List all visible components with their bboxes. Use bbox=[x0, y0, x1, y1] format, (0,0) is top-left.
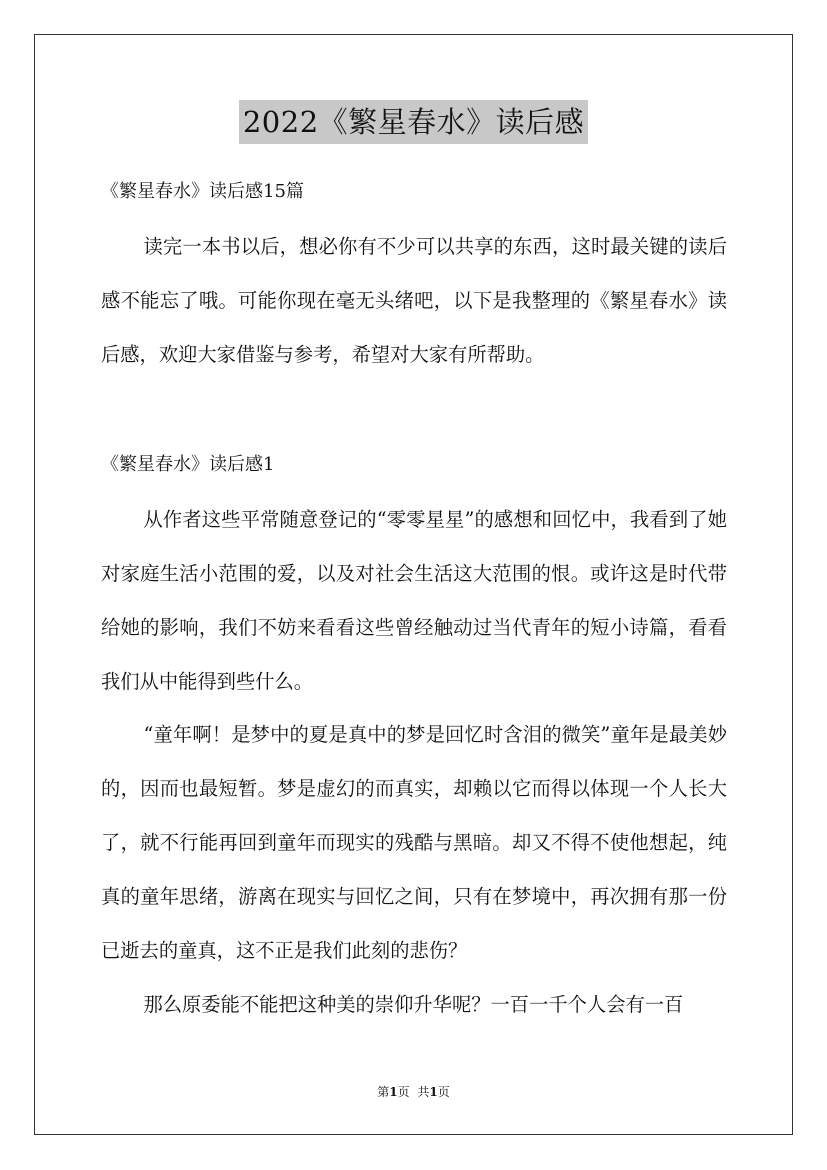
page-prefix: 第 bbox=[377, 1085, 390, 1099]
title-container bbox=[0, 100, 827, 144]
document-title: 2022《繁星春水》读后感 bbox=[239, 100, 588, 144]
page-suffix: 页 bbox=[397, 1085, 410, 1099]
section-heading-1: 《繁星春水》读后感1 bbox=[101, 454, 275, 475]
page-footer bbox=[0, 1084, 827, 1100]
total-prefix: 共 bbox=[417, 1085, 430, 1099]
body-paragraph-3: 那么原委能不能把这种美的崇仰升华呢？一百一千个人会有一百 bbox=[143, 993, 684, 1016]
total-suffix: 页 bbox=[437, 1085, 450, 1099]
body-paragraph-1: 从作者这些平常随意登记的“零零星星”的感想和回忆中，我看到了她对家庭生活小范围的爱，以及对社会生活这大范围的恨。或许这是时代带给她的影响，我们不妨来看看这些曾经触动过当代青年的短小诗篇，看看我们从中能得到些什么。 bbox=[101, 508, 727, 693]
total-pages: 1 bbox=[429, 1085, 438, 1099]
document-subtitle: 《繁星春水》读后感15篇 bbox=[101, 181, 304, 202]
body-paragraph-2: “童年啊！是梦中的夏是真中的梦是回忆时含泪的微笑”童年是最美妙的，因而也最短暂。梦是虚幻的而真实，却赖以它而得以体现一个人长大了，就不行能再回到童年而现实的残酷与黑暗。却又不得不使他想起，纯真的童年思绪，游离在现实与回忆之间，只有在梦境中，再次拥有那一份已逝去的童真，这不正是我们此刻的悲伤？ bbox=[101, 723, 727, 962]
intro-paragraph: 读完一本书以后，想必你有不少可以共享的东西，这时最关键的读后感不能忘了哦。可能你现在毫无头绪吧，以下是我整理的《繁星春水》读后感，欢迎大家借鉴与参考，希望对大家有所帮助。 bbox=[101, 235, 727, 366]
page-number: 1 bbox=[389, 1085, 398, 1099]
